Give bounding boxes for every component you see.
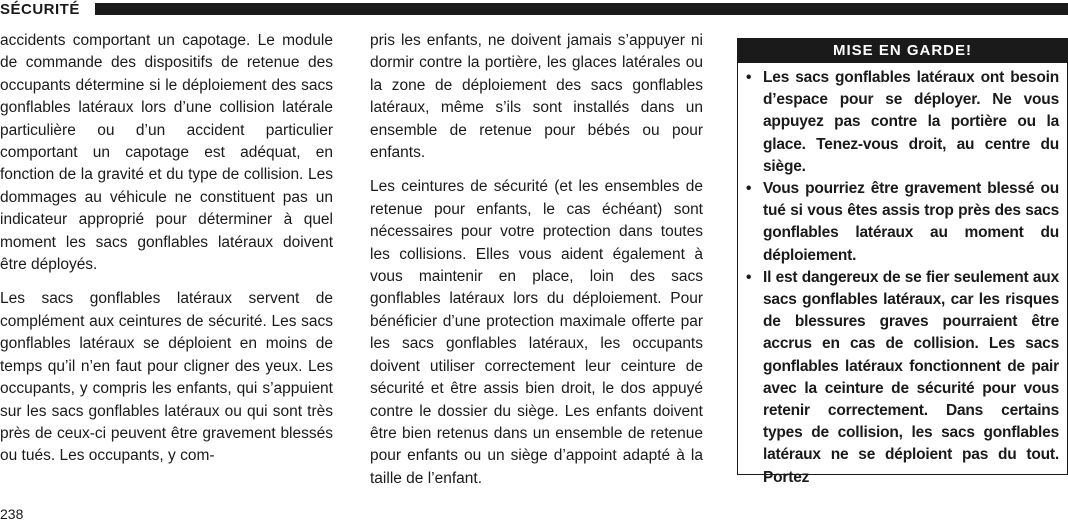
bullet-icon: •	[746, 268, 752, 286]
warning-item-text: Vous pourriez être gravement blessé ou tué si vous êtes assis trop près des sacs gonflables latéraux au moment du déploiement.	[763, 180, 1059, 264]
text-column-left	[0, 30, 333, 480]
paragraph: accidents comportant un capotage. Le module de commande des dispositifs de retenue des occupants détermine si le déploiement des sacs gonflables latéraux lors d’une collision latérale particulière ou d’un accident particulier comportant un capotage est adéquat, en fonction de la gravité et du type de collision. Les dommages au véhicule ne constituent pas un indicateur approprié pour déterminer à quel moment les sacs gonflables latéraux doivent être déployés.	[0, 32, 333, 274]
warning-item-text: Les sacs gonflables latéraux ont besoin d’espace pour se déployer. Ne vous appuyez pas contre la portière ou la glace. Tenez-vous droit, au centre du siège.	[763, 69, 1059, 175]
warning-title: MISE EN GARDE!	[738, 39, 1067, 63]
page-header	[0, 0, 1068, 20]
paragraph: pris les enfants, ne doivent jamais s’appuyer ni dormir contre la portière, les glaces latérales ou la zone de déploiement des sacs gonflables latéraux, même s’ils sont installés dans un ensemble de retenue pour bébés ou pour enfants.	[370, 32, 703, 162]
warning-list	[738, 63, 1067, 489]
warning-item	[746, 67, 1059, 178]
paragraph: Les sacs gonflables latéraux servent de complément aux ceintures de sécurité. Les sacs gonflables latéraux se déploient en moins de temps qu’il n’en faut pour cligner des yeux. Les occupants, y compris les enfants, qui s’appuient sur les sacs gonflables latéraux ou qui sont très près de ceux-ci peuvent être gravement blessés ou tués. Les occupants, y com-	[0, 290, 333, 465]
page-number: 238	[0, 506, 24, 522]
bullet-icon: •	[746, 180, 752, 198]
warning-item	[746, 267, 1059, 489]
paragraph: Les ceintures de sécurité (et les ensembles de retenue pour enfants, le cas échéant) sont nécessaires pour votre protection dans toutes les collisions. Elles vous aident également à vous maintenir en place, loin des sacs gonflables latéraux lors du déploiement. Pour bénéficier d’une protection maximale offerte par les sacs gonflables latéraux, les occupants doivent utiliser correctement leur ceinture de sécurité et être assis bien droit, le dos appuyé contre le dossier du siège. Les enfants doivent être bien retenus dans un ensemble de retenue pour enfants ou un siège d’appoint adapté à la taille de l’enfant.	[370, 178, 703, 487]
header-rule	[95, 3, 1068, 15]
section-title: SÉCURITÉ	[0, 0, 88, 20]
warning-item	[746, 178, 1059, 267]
warning-item-text: Il est dangereux de se fier seulement aux sacs gonflables latéraux, car les risques de blessures graves pourraient être accrus en cas de collision. Les sacs gonflables latéraux fonctionnent de pair avec la ceinture de sécurité pour vous retenir correctement. Dans certains types de collision, les sacs gonflables latéraux ne se déploient pas du tout. Portez	[763, 268, 1059, 486]
text-column-middle	[370, 30, 703, 502]
warning-box	[737, 38, 1068, 486]
bullet-icon: •	[746, 69, 752, 86]
